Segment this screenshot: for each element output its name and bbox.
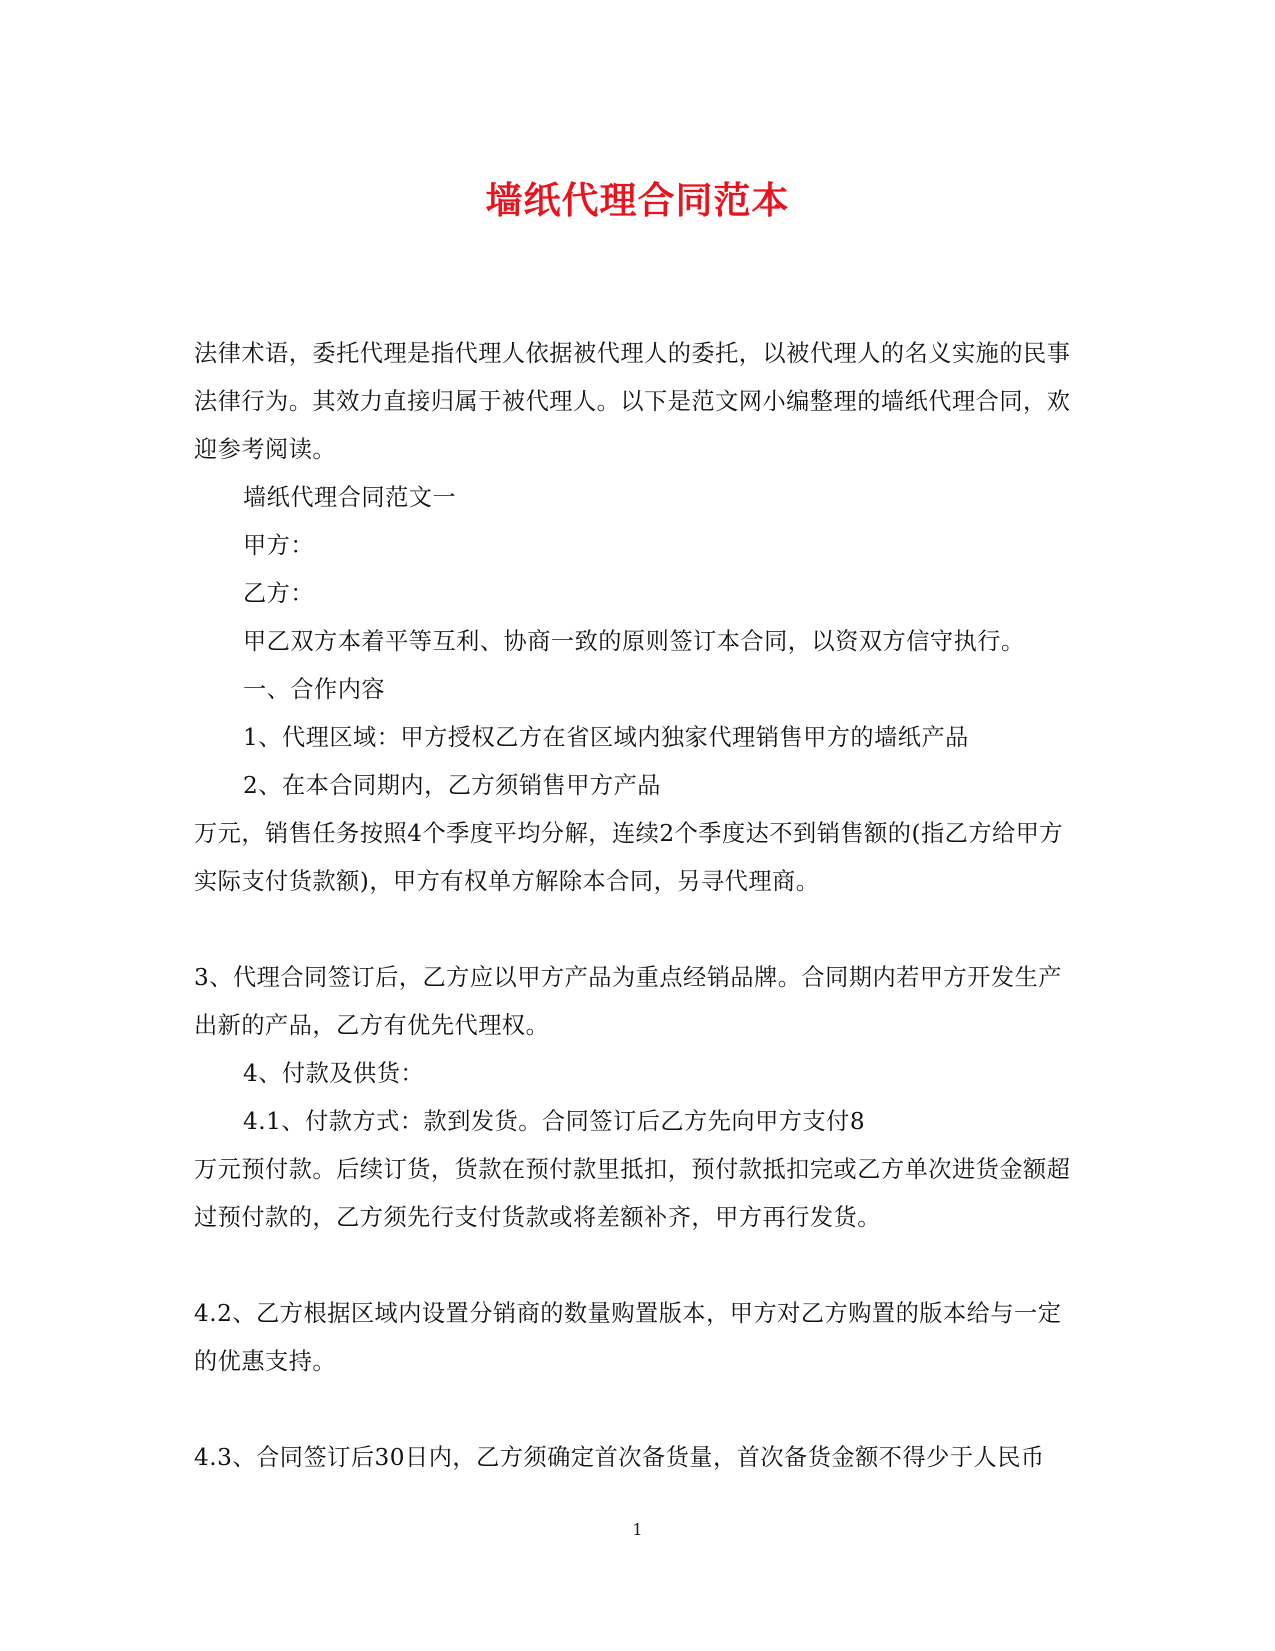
page-number: 1 [632,1520,643,1539]
party-b-line: 乙方： [243,580,315,607]
sample-heading: 墙纸代理合同范文一 [243,484,457,511]
preamble-paragraph: 甲乙双方本着平等互利、协商一致的原则签订本合同，以资双方信守执行。 [243,628,1025,655]
document-body [194,330,1082,1482]
clause-4-1-line-1: 4.1、付款方式：款到发货。合同签订后乙方先向甲方支付8 [243,1108,866,1135]
clause-2-continuation: 万元，销售任务按照4个季度平均分解，连续2个季度达不到销售额的(指乙方给甲方实际支付货款额)，甲方有权单方解除本合同，另寻代理商。 [194,820,1064,895]
document-title: 墙纸代理合同范本 [485,178,790,222]
clause-4-2: 4.2、乙方根据区域内设置分销商的数量购置版本，甲方对乙方购置的版本给与一定的优惠支持。 [194,1300,1062,1375]
party-a-line: 甲方： [243,532,315,559]
clause-3: 3、代理合同签订后，乙方应以甲方产品为重点经销品牌。合同期内若甲方开发生产出新的产品，乙方有优先代理权。 [194,964,1062,1039]
section-heading-cooperation: 一、合作内容 [243,676,386,703]
clause-4-heading: 4、付款及供货： [243,1060,425,1087]
clause-4-1-continuation: 万元预付款。后续订货，货款在预付款里抵扣，预付款抵扣完或乙方单次进货金额超过预付款的，乙方须先行支付货款或将差额补齐，甲方再行发货。 [194,1156,1071,1231]
intro-paragraph: 法律术语，委托代理是指代理人依据被代理人的委托，以被代理人的名义实施的民事法律行为。其效力直接归属于被代理人。以下是范文网小编整理的墙纸代理合同，欢迎参考阅读。 [194,340,1071,463]
clause-4-3: 4.3、合同签订后30日内，乙方须确定首次备货量，首次备货金额不得少于人民币 [194,1444,1045,1471]
clause-1: 1、代理区域：甲方授权乙方在省区域内独家代理销售甲方的墙纸产品 [243,724,969,751]
clause-2-line-1: 2、在本合同期内，乙方须销售甲方产品 [243,772,661,799]
